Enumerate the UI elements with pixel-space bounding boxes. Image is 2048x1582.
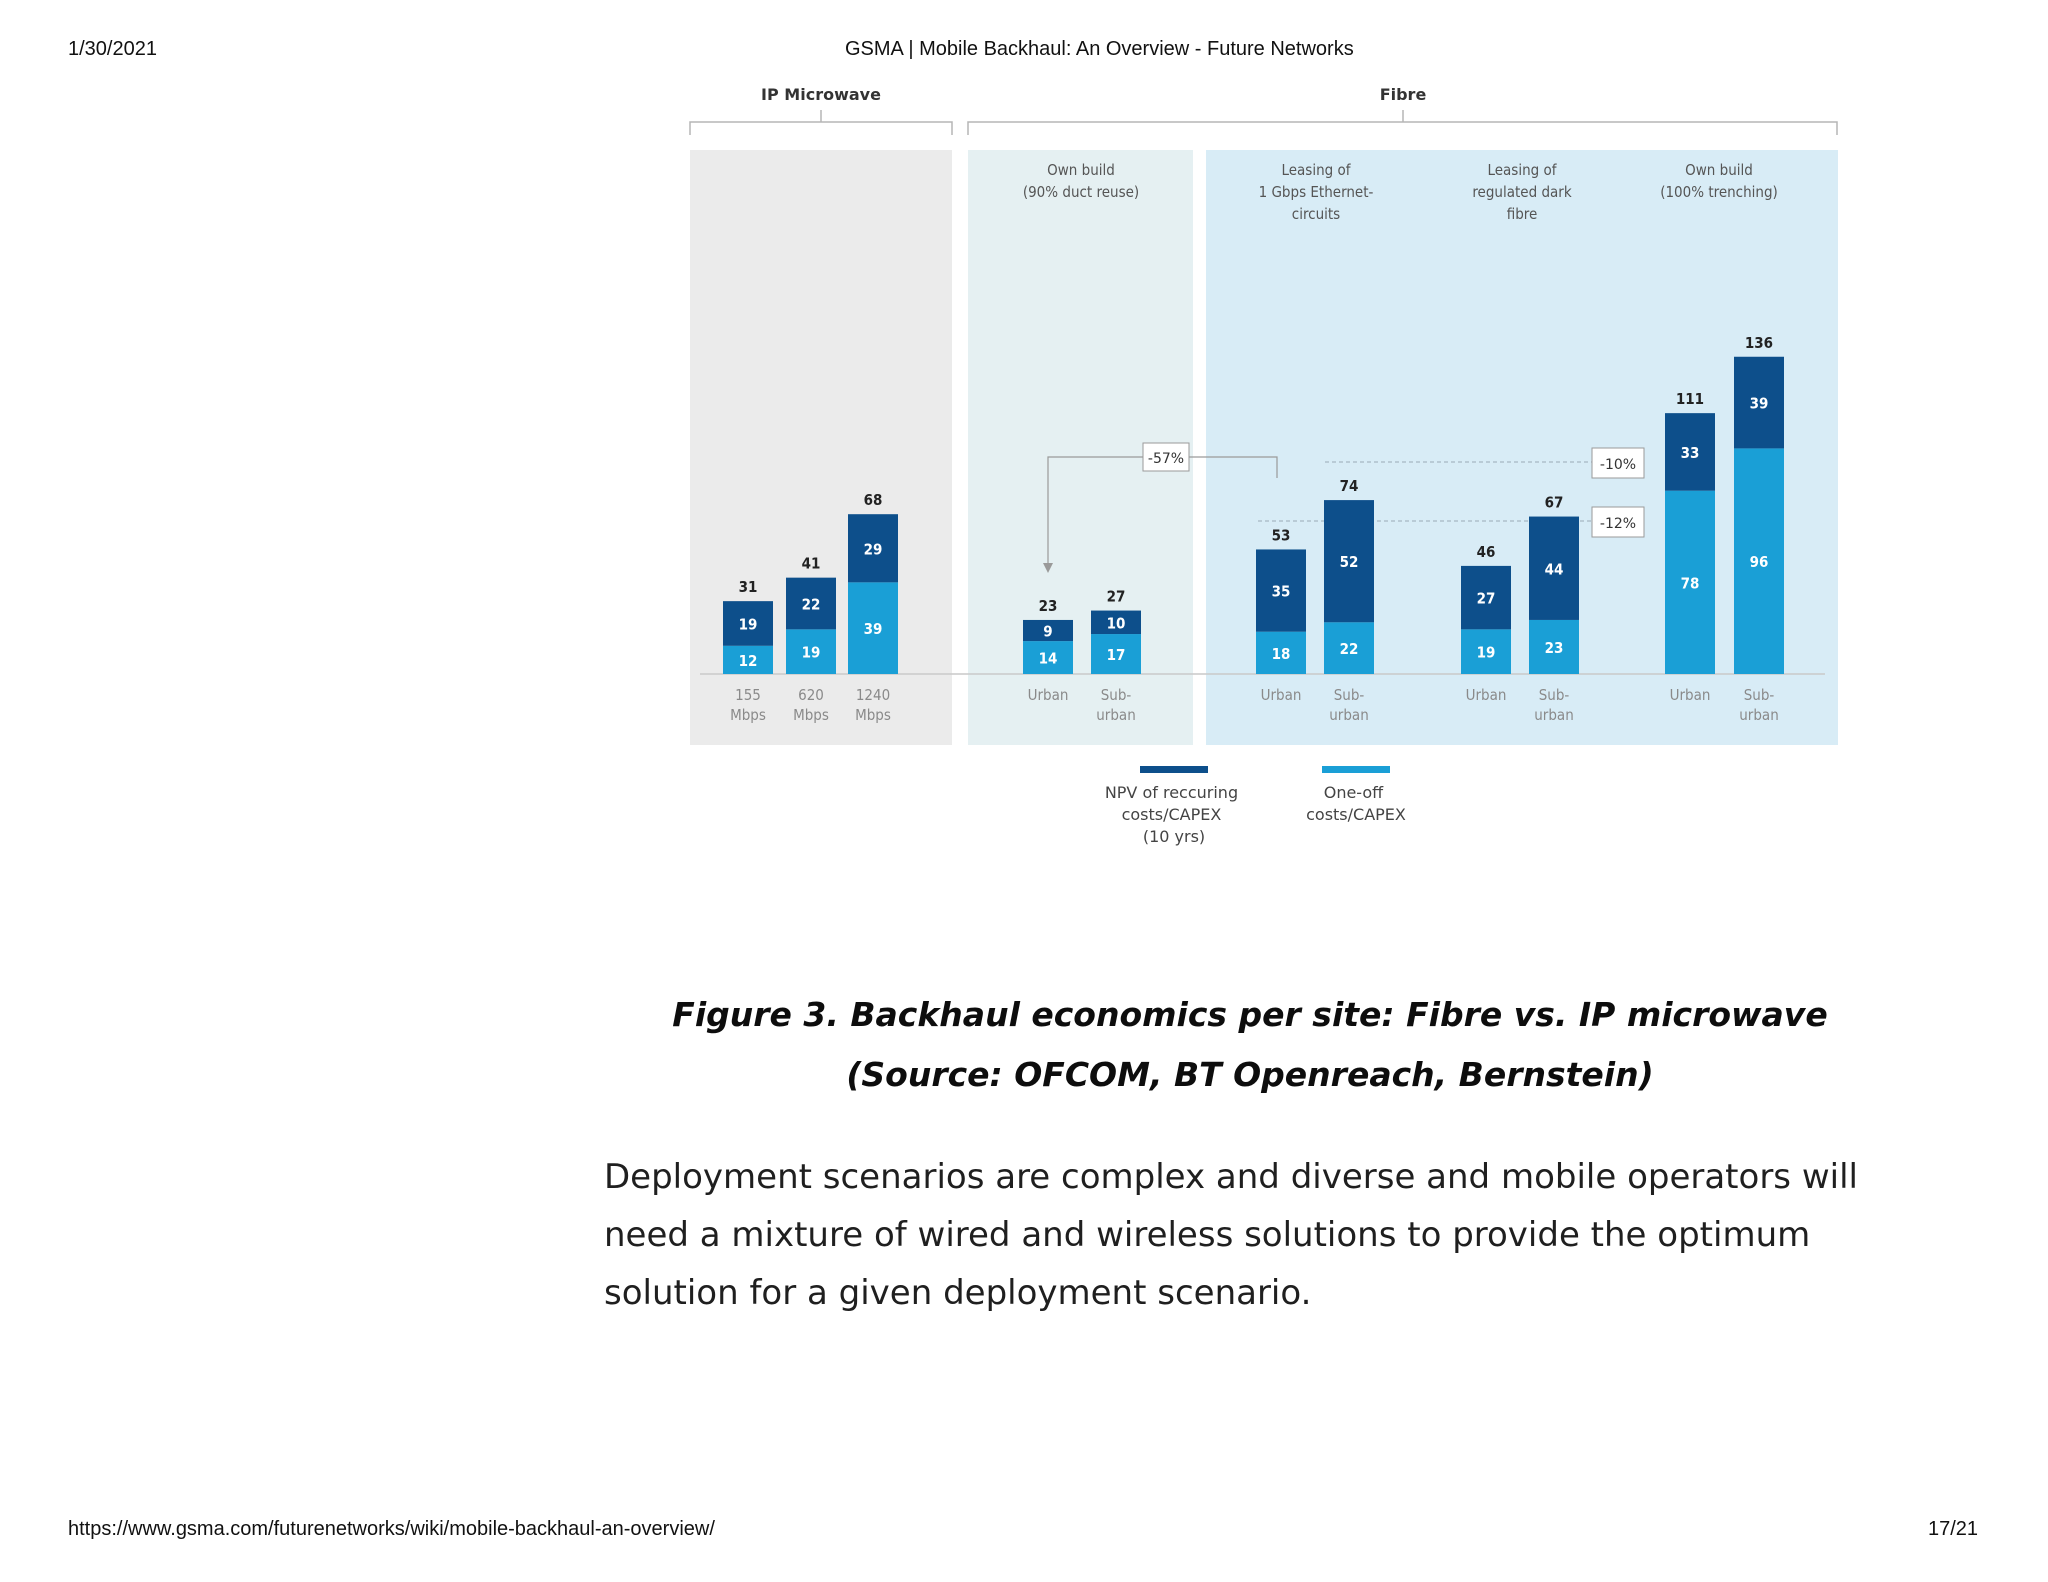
x-tick-label-line-2: Mbps bbox=[793, 706, 829, 724]
bar-label-total: 31 bbox=[738, 578, 758, 597]
bar-label-recurring: 39 bbox=[1749, 394, 1769, 413]
panel-title-line: circuits bbox=[1291, 205, 1341, 223]
legend-swatch-one-off bbox=[1322, 766, 1390, 773]
panel-title-line: (90% duct reuse) bbox=[1022, 183, 1140, 201]
x-tick-label-line-2: urban bbox=[1096, 706, 1136, 724]
legend-recurring-line-1: NPV of reccuring bbox=[1104, 783, 1239, 802]
panel-title-line: fibre bbox=[1506, 205, 1538, 223]
bar-label-total: 136 bbox=[1744, 333, 1774, 352]
bar-label-recurring: 22 bbox=[801, 595, 821, 614]
panel-title-line: 1 Gbps Ethernet- bbox=[1258, 183, 1374, 201]
x-tick-label: Urban bbox=[1465, 686, 1507, 704]
x-tick-label: 620 bbox=[798, 686, 824, 704]
x-tick-label: 155 bbox=[735, 686, 761, 704]
x-tick-label: Urban bbox=[1260, 686, 1302, 704]
x-tick-label: Sub- bbox=[1538, 686, 1570, 704]
legend-label-one-off bbox=[1306, 783, 1406, 824]
group-label-ip-microwave: IP Microwave bbox=[761, 85, 881, 104]
bar-label-one-off: 19 bbox=[801, 643, 821, 662]
bar-label-one-off: 22 bbox=[1339, 640, 1359, 659]
body-paragraph: Deployment scenarios are complex and diverse and mobile operators will need a mixture of wired and wireless solutions to provide the optimum solution for a given deployment scenario. bbox=[604, 1157, 1858, 1313]
bracket-ip-microwave bbox=[690, 110, 952, 135]
bar-label-one-off: 12 bbox=[738, 651, 758, 670]
legend-swatch-recurring bbox=[1140, 766, 1208, 773]
legend-one-off-line-1: One-off bbox=[1323, 783, 1384, 802]
bar-label-total: 67 bbox=[1544, 493, 1564, 512]
bar-label-total: 74 bbox=[1339, 477, 1359, 496]
legend-recurring-line-2: costs/CAPEX bbox=[1121, 805, 1222, 824]
x-tick-label: 1240 bbox=[855, 686, 891, 704]
bar-label-one-off: 23 bbox=[1544, 638, 1564, 657]
bar-label-recurring: 29 bbox=[863, 540, 883, 559]
backhaul-economics-chart bbox=[680, 75, 1880, 875]
bar-label-recurring: 19 bbox=[738, 615, 758, 634]
panel-title-line: (100% trenching) bbox=[1660, 183, 1778, 201]
x-tick-label: Sub- bbox=[1100, 686, 1132, 704]
figure-caption: Figure 3. Backhaul economics per site: Fibre vs. IP microwave bbox=[672, 995, 1828, 1034]
legend-recurring-line-3: (10 yrs) bbox=[1142, 827, 1206, 846]
bar-label-recurring: 35 bbox=[1271, 582, 1291, 601]
bar-label-one-off: 78 bbox=[1680, 574, 1700, 593]
bar-label-one-off: 19 bbox=[1476, 643, 1496, 662]
annotation-minus-10: -10% bbox=[1599, 457, 1637, 473]
annotation-minus-12: -12% bbox=[1599, 516, 1637, 532]
panel-title-line: Leasing of bbox=[1281, 161, 1351, 179]
panel-title-line: Own build bbox=[1047, 161, 1115, 179]
bar-label-total: 111 bbox=[1675, 390, 1705, 409]
x-tick-label: Sub- bbox=[1743, 686, 1775, 704]
bar-label-recurring: 9 bbox=[1043, 622, 1053, 641]
bar-label-one-off: 96 bbox=[1749, 553, 1769, 572]
x-tick-label: Urban bbox=[1027, 686, 1069, 704]
x-tick-label-line-2: urban bbox=[1534, 706, 1574, 724]
x-tick-label: Urban bbox=[1669, 686, 1711, 704]
figure-source: (Source: OFCOM, BT Openreach, Bernstein) bbox=[846, 1055, 1654, 1094]
x-tick-label-line-2: urban bbox=[1739, 706, 1779, 724]
bar-label-total: 27 bbox=[1106, 587, 1126, 606]
bar-label-recurring: 33 bbox=[1680, 443, 1700, 462]
group-label-fibre: Fibre bbox=[1379, 85, 1427, 104]
print-page-title: GSMA | Mobile Backhaul: An Overview - Future Networks bbox=[845, 38, 1354, 60]
x-tick-label-line-2: urban bbox=[1329, 706, 1369, 724]
x-tick-label: Sub- bbox=[1333, 686, 1365, 704]
legend-label-recurring bbox=[1105, 783, 1243, 846]
bar-label-total: 41 bbox=[801, 554, 821, 573]
bar-label-total: 46 bbox=[1476, 542, 1496, 561]
panel-title-line: regulated dark bbox=[1472, 183, 1572, 201]
chart-svg bbox=[680, 75, 1880, 875]
bar-label-total: 68 bbox=[863, 491, 883, 510]
page-url: https://www.gsma.com/futurenetworks/wiki/mobile-backhaul-an-overview/ bbox=[68, 1518, 715, 1540]
bar-label-recurring: 52 bbox=[1339, 553, 1359, 572]
page-number: 17/21 bbox=[1928, 1518, 1979, 1540]
legend-one-off-line-2: costs/CAPEX bbox=[1306, 805, 1406, 824]
bar-label-recurring: 27 bbox=[1476, 589, 1496, 608]
panel-title-line: Leasing of bbox=[1487, 161, 1557, 179]
print-date: 1/30/2021 bbox=[68, 38, 157, 60]
panel-title-line: Own build bbox=[1685, 161, 1753, 179]
bar-label-one-off: 18 bbox=[1271, 644, 1291, 663]
bar-label-one-off: 14 bbox=[1038, 649, 1058, 668]
bracket-fibre bbox=[968, 110, 1837, 135]
bar-label-total: 53 bbox=[1271, 526, 1291, 545]
x-tick-label-line-2: Mbps bbox=[730, 706, 766, 724]
annotation-minus-57: -57% bbox=[1147, 451, 1185, 467]
bar-label-one-off: 39 bbox=[863, 620, 883, 639]
bar-label-one-off: 17 bbox=[1106, 646, 1126, 665]
x-tick-label-line-2: Mbps bbox=[855, 706, 891, 724]
bar-label-total: 23 bbox=[1038, 596, 1058, 615]
bar-label-recurring: 44 bbox=[1544, 560, 1564, 579]
bar-label-recurring: 10 bbox=[1106, 614, 1126, 633]
